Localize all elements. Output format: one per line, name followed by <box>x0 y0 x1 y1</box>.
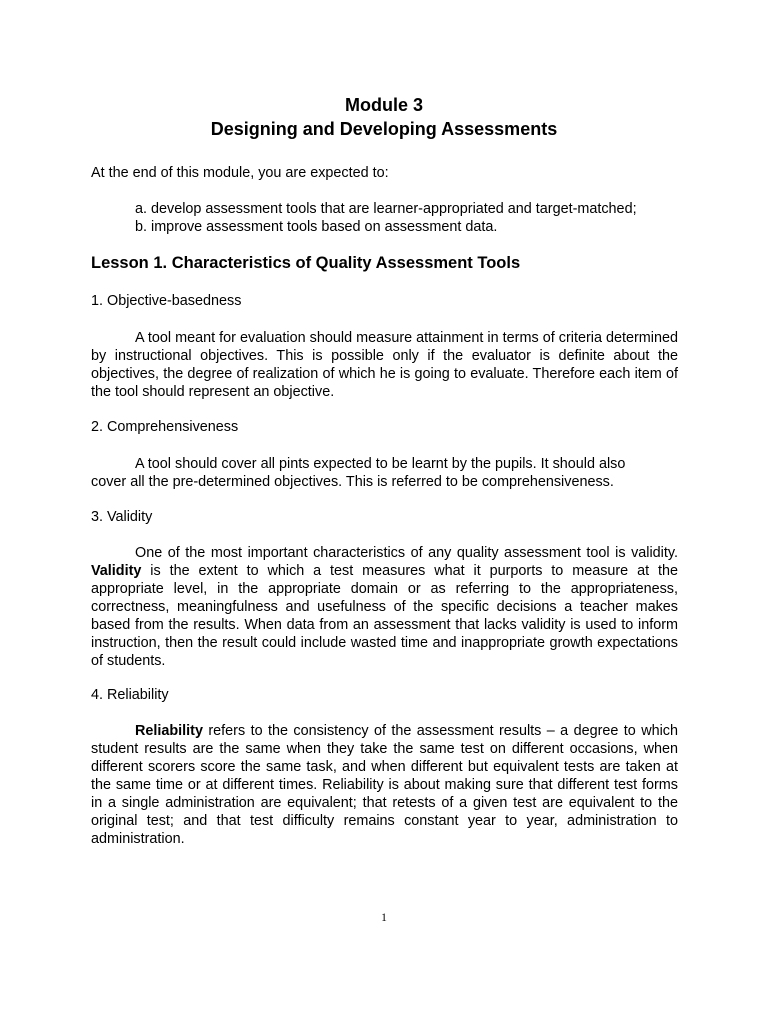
section-heading-objective-basedness: 1. Objective-basedness <box>91 293 242 309</box>
section-body-validity <box>91 544 678 670</box>
objective-a: a. develop assessment tools that are learner-appropriated and target-matched; <box>135 201 637 217</box>
module-title: Designing and Developing Assessments <box>210 119 558 139</box>
objective-b: b. improve assessment tools based on assessment data. <box>135 219 498 235</box>
section-body-comprehensiveness-line1: A tool should cover all pints expected to be learnt by the pupils. It should also <box>135 456 626 472</box>
lesson-heading: Lesson 1. Characteristics of Quality Assessment Tools <box>91 254 521 272</box>
intro-text: At the end of this module, you are expected to: <box>91 165 389 181</box>
section-heading-comprehensiveness: 2. Comprehensiveness <box>91 419 239 435</box>
section-heading-reliability: 4. Reliability <box>91 687 169 703</box>
validity-term: Validity <box>91 563 142 579</box>
module-title-block <box>0 93 768 141</box>
section-body-comprehensiveness-line2: cover all the pre-determined objectives. This is referred to be comprehensiveness. <box>91 474 614 490</box>
validity-intro: One of the most important characteristics of any quality assessment tool is validity. <box>135 545 678 561</box>
reliability-term: Reliability <box>135 723 203 739</box>
section-body-objective-basedness: A tool meant for evaluation should measure attainment in terms of criteria determined by instructional objectives. This is possible only if the evaluator is definite about the objectives, the degree of realization of which he is going to evaluate. Therefore each item of the tool should represent an objective. <box>91 330 678 400</box>
validity-definition: is the extent to which a test measures what it purports to measure at the appropriate level, in the appropriate domain or as referring to the appropriateness, correctness, meaningfulness and usefulness of the specific decisions a teacher makes based from the results. When data from an assessment that lacks validity is used to inform instruction, then the result could include wasted time and inappropriate growth expectations of students. <box>91 563 678 669</box>
section-heading-validity: 3. Validity <box>91 509 153 525</box>
page-number: 1 <box>381 912 387 924</box>
module-number: Module 3 <box>344 95 423 115</box>
section-body-reliability <box>91 722 678 848</box>
reliability-definition: refers to the consistency of the assessment results – a degree to which student results are the same when they take the same test on different occasions, when different scorers score the same task, and when different but equivalent tests are taken at the same time or at different times. Reliability is about making sure that different test forms in a single administration are equivalent; that retests of a given test are equivalent to the original test; and that test difficulty remains constant year to year, administration to administration. <box>91 723 678 847</box>
